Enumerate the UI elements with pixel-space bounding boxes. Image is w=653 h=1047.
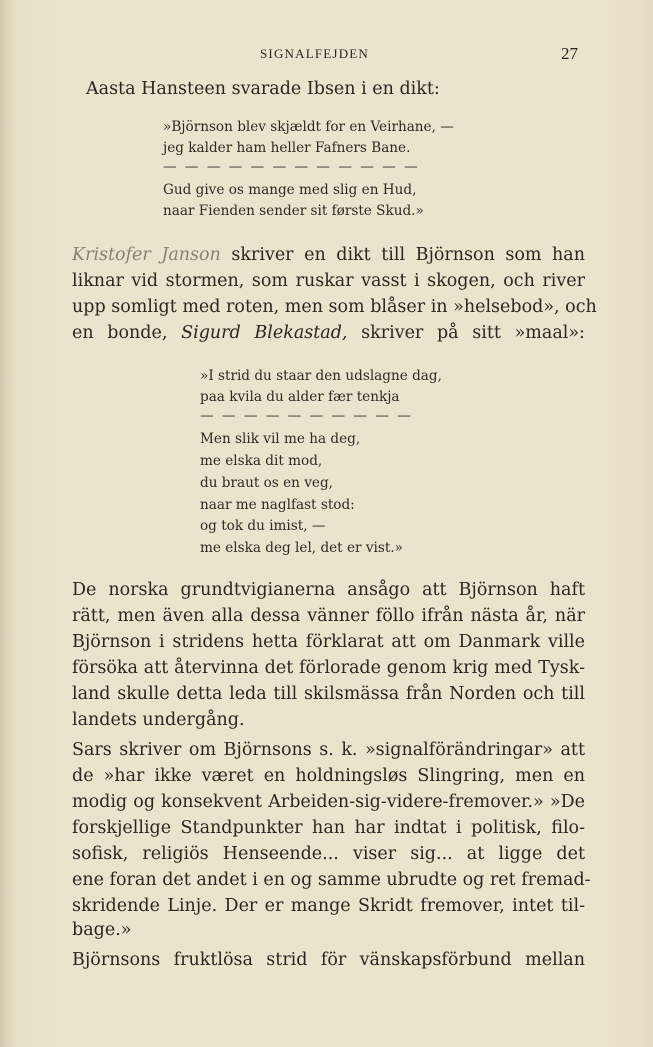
para1-line: Aasta Hansteen svarade Ibsen i en dikt: — [86, 79, 440, 99]
para4-line-1: Sars skriver om Björnsons s. k. »signalförändringar» att — [72, 740, 585, 760]
para3-line-3: Björnson i stridens hetta förklarat att om Danmark ville — [72, 632, 585, 652]
para4-line-5: sofisk, religiös Henseende... viser sig... at ligge det — [72, 844, 585, 864]
para2-line-4-post: skriver på sitt »maal»: — [361, 323, 585, 343]
para2-line-1 — [72, 245, 585, 265]
author-name-janson: Kristofer Janson — [72, 245, 221, 265]
para2-line-1-rest: skriver en dikt till Björnson som han — [231, 245, 585, 265]
verse1-line-2: jeg kalder ham heller Fafners Bane. — [163, 140, 411, 156]
verse2-dash-line: — — — — — — — — — — — [200, 408, 413, 424]
author-name-blekastad: Sigurd Blekastad, — [181, 323, 348, 343]
para3-line-6: landets undergång. — [72, 710, 245, 730]
running-title: SIGNALFEJDEN — [260, 46, 370, 61]
para3-line-5: land skulle detta leda till skilsmässa från Norden och till — [72, 684, 585, 704]
verse2-line-8: og tok du imist, — — [200, 518, 326, 534]
para4-line-3: modig og konsekvent Arbeiden-sig-videre-fremover.» »De — [72, 792, 585, 812]
page-number: 27 — [561, 44, 578, 63]
para3-line-2: rätt, men även alla dessa vänner föllo ifrån nästa år, när — [72, 606, 585, 626]
verse2-line-4: Men slik vil me ha deg, — [200, 431, 361, 447]
verse1-line-4: Gud give os mange med slig en Hud, — [163, 182, 417, 198]
verse2-line-2: paa kvila du alder fær tenkja — [200, 389, 400, 405]
para4-line-6: ene foran det andet i en og samme ubrudte og ret fremad- — [72, 870, 591, 890]
para3-line-1: De norska grundtvigianerna ansågo att Björnson haft — [72, 580, 585, 600]
para2-line-4-pre: en bonde, — [72, 323, 168, 343]
para2-line-3: upp somligt med roten, men som blåser in »helsebod», och — [72, 297, 597, 317]
para4-line-8: bage.» — [72, 920, 132, 940]
para4-line-4: forskjellige Standpunkter han har indtat i politisk, filo- — [72, 818, 585, 838]
verse2-line-7: naar me naglfast stod: — [200, 497, 355, 513]
verse1-line-1: »Björnson blev skjældt for en Veirhane, — — [163, 119, 454, 135]
verse2-line-1: »I strid du staar den udslagne dag, — [200, 368, 442, 384]
verse1-line-5: naar Fienden sender sit første Skud.» — [163, 203, 424, 219]
verse1-dash-line: — — — — — — — — — — — — — [163, 159, 420, 175]
para2-line-2: liknar vid stormen, som ruskar vasst i skogen, och river — [72, 271, 585, 291]
para2-line-4 — [72, 323, 585, 343]
para3-line-4: försöka att återvinna det förlorade genom krig med Tysk- — [72, 658, 585, 678]
verse2-line-9: me elska deg lel, det er vist.» — [200, 540, 403, 556]
verse2-line-5: me elska dit mod, — [200, 453, 323, 469]
para4-line-2: de »har ikke været en holdningsløs Slingring, men en — [72, 766, 585, 786]
para5-line: Björnsons fruktlösa strid för vänskapsförbund mellan — [72, 950, 585, 970]
verse2-line-6: du braut os en veg, — [200, 475, 333, 491]
para4-line-7: skridende Linje. Der er mange Skridt fremover, intet til- — [72, 896, 585, 916]
